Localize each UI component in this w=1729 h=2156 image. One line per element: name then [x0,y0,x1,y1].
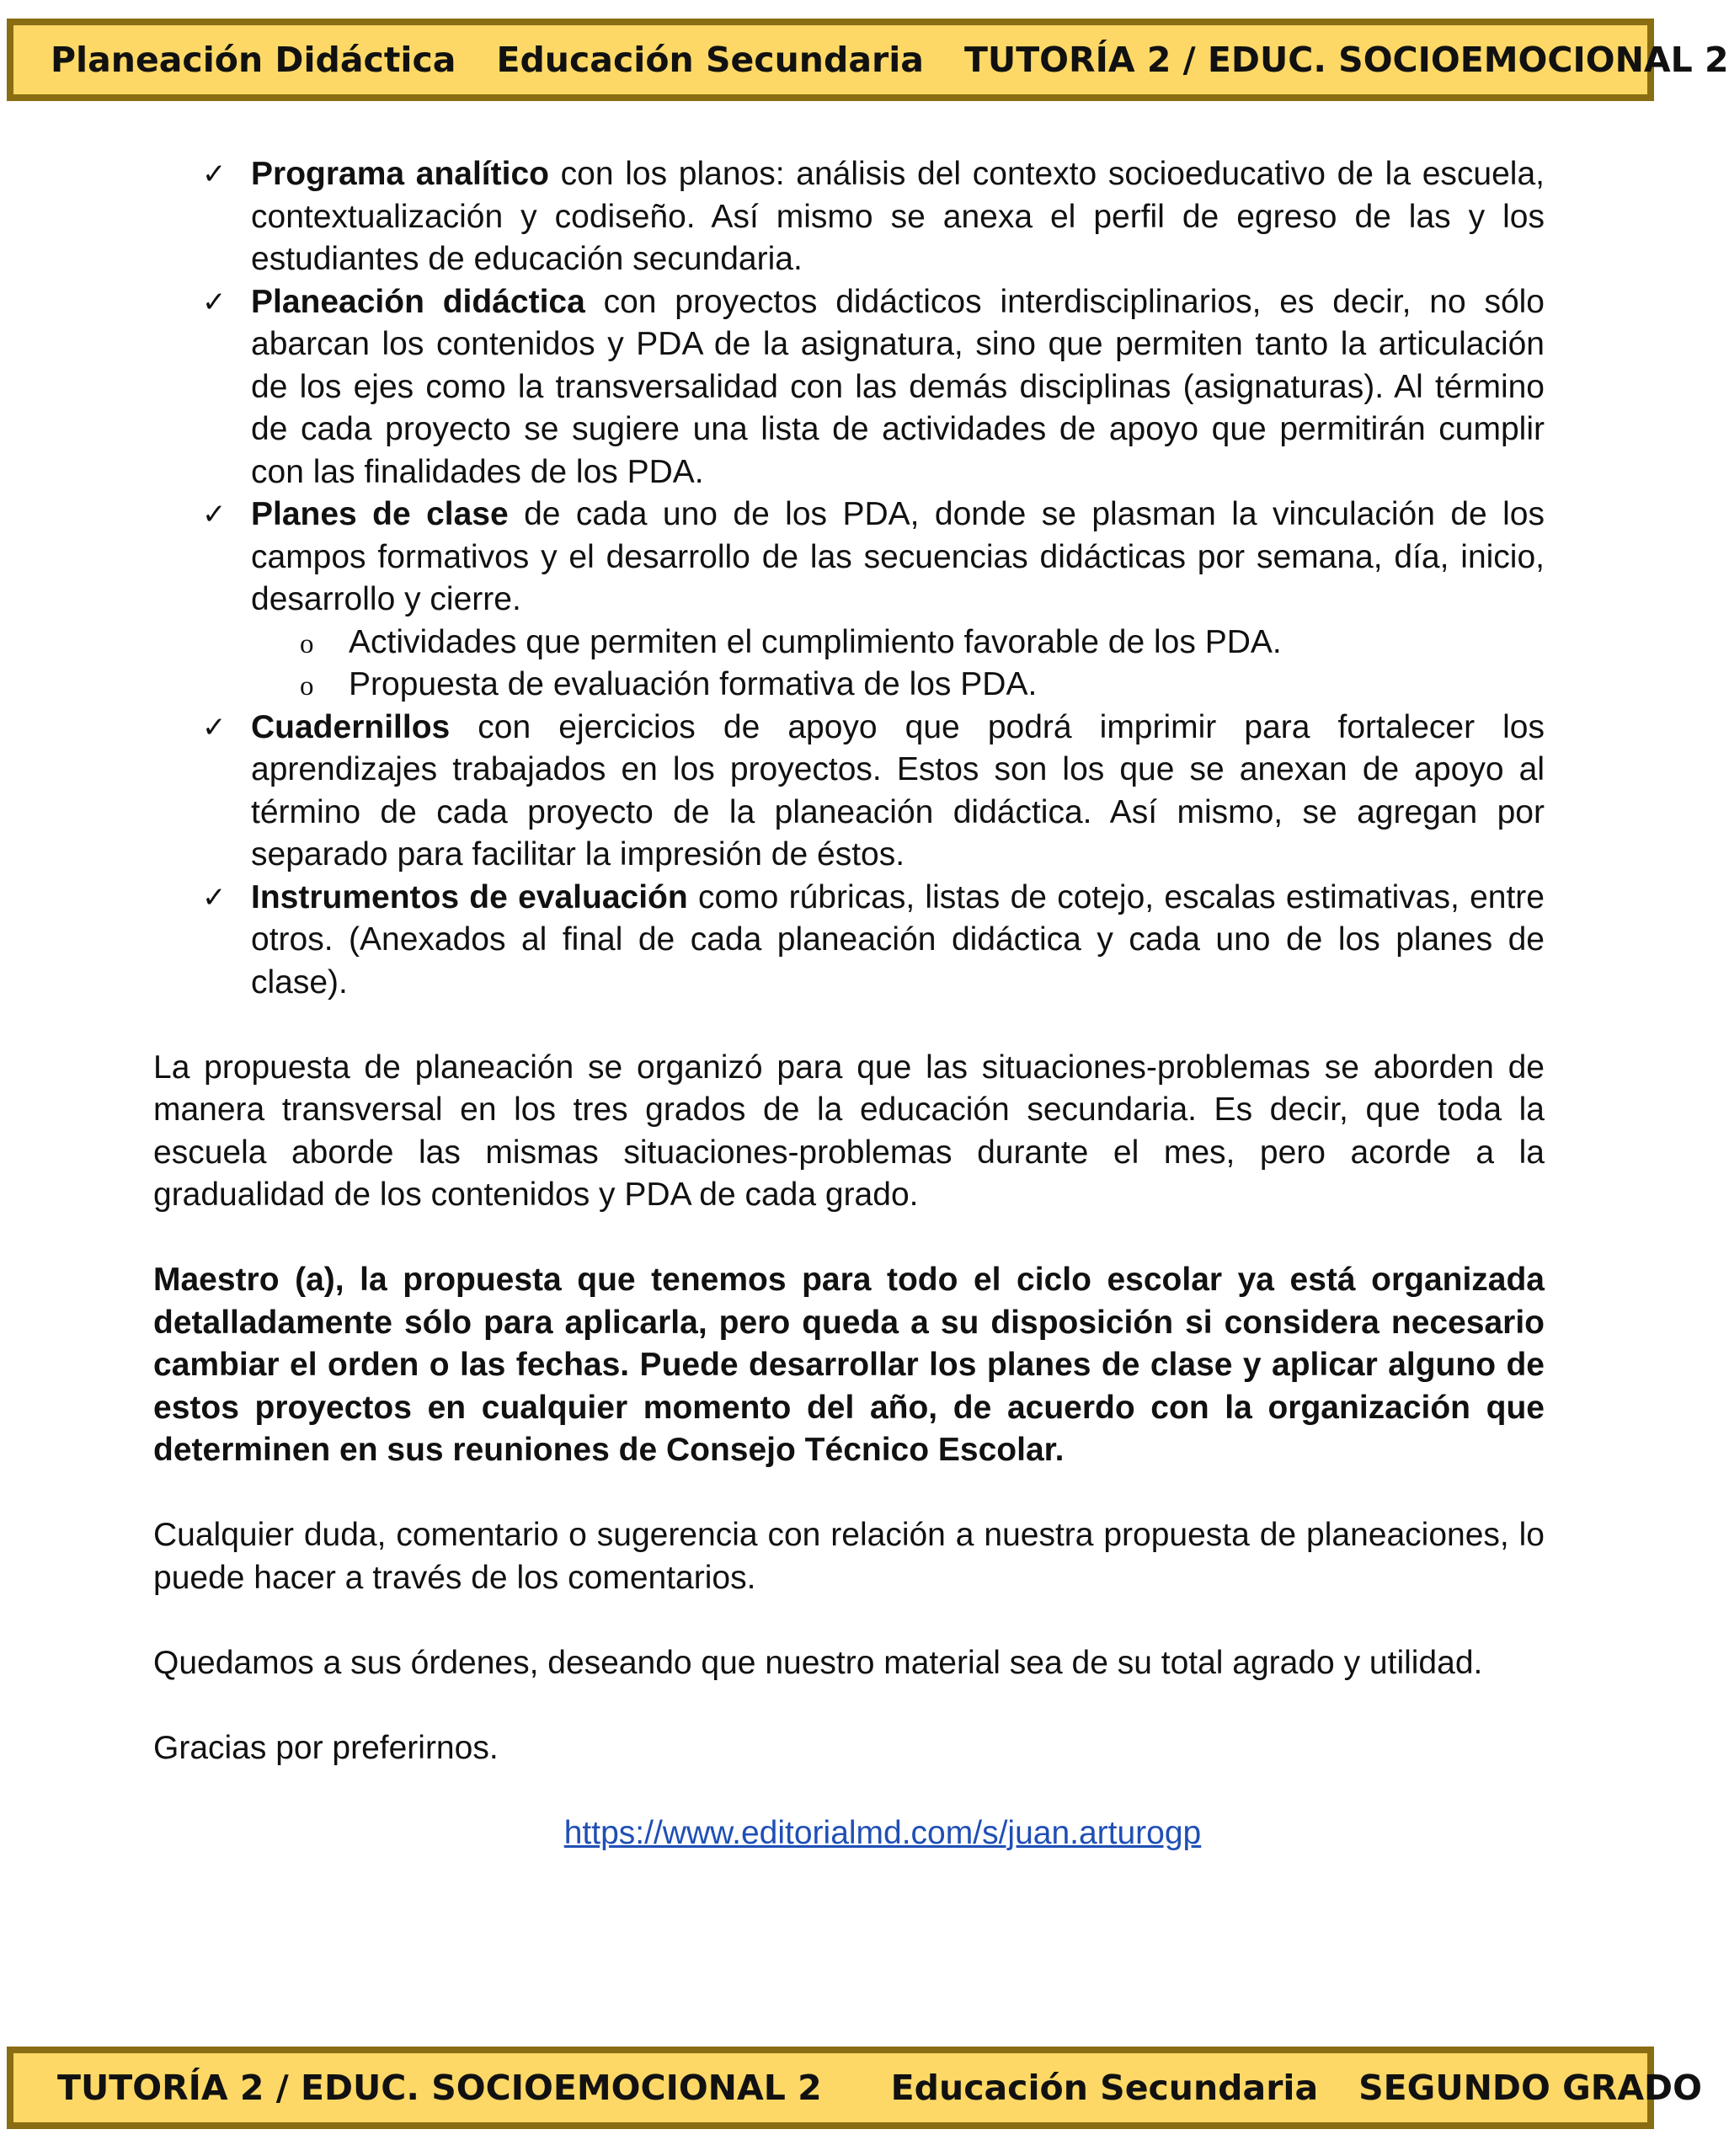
checkmark-icon: ✓ [202,285,227,319]
list-item-title: Planes de clase [251,496,509,532]
checkmark-icon: ✓ [202,710,227,744]
sublist-item-text: Actividades que permiten el cumplimiento favorable de los PDA. [349,623,1282,660]
list-item-text: como rúbricas, listas de cotejo, escalas estimativas, entre otros. (Anexados al final de cada planeación didáctica y cada uno de los planes de clase). [251,878,1545,1001]
organization-paragraph: La propuesta de planeación se organizó para que las situaciones-problemas se aborden de manera transversal en los tres grados de la educación secundaria. Es decir, que toda la escuela aborde las mismas situaciones-problemas durante el mes, pero acorde a la gradualidad de los contenidos y PDA de cada grado. [153,1049,1545,1213]
list-item-title: Programa analítico [251,156,549,192]
list-item-title: Instrumentos de evaluación [251,878,688,915]
sublist-item-text: Propuesta de evaluación formativa de los PDA. [349,666,1038,702]
sublist [251,622,1545,707]
list-item-text: con ejercicios de apoyo que podrá imprimir para fortalecer los aprendizajes trabajados en los proyectos. Estos son los que se anexan de apoyo al término de cada proyecto de la planeación didáctica. Así mismo, se agregan por separado para facilitar la impresión de éstos. [251,708,1545,873]
list-item [153,494,1545,707]
comments-paragraph: Cualquier duda, comentario o sugerencia con relación a nuestra propuesta de planeaciones, lo puede hacer a través de los comentarios. [153,1517,1545,1596]
footer-subject: TUTORÍA 2 / EDUC. SOCIOEMOCIONAL 2 [57,2068,822,2108]
list-item-text: con proyectos didácticos interdisciplinarios, es decir, no sólo abarcan los contenidos y PDA de la asignatura, sino que permiten tanto la articulación de los ejes como la transversalidad con las demás disciplinas (asignaturas). Al término de cada proyecto se sugiere una lista de actividades de apoyo que permitirán cumplir con las finalidades de los PDA. [251,283,1545,490]
document-body [153,153,1545,1854]
footer-banner [7,2047,1702,2129]
list-item [153,707,1545,877]
header-level: Educación Secundaria [496,40,924,80]
checkmark-icon: ✓ [202,157,227,191]
footer-grade: SEGUNDO GRADO [1358,2068,1702,2108]
header-banner [7,19,1729,101]
list-item-title: Cuadernillos [251,708,451,745]
list-item-text: con los planos: análisis del contexto socioeducativo de la escuela, contextualización y codiseño. Así mismo se anexa el perfil de egreso de las y los estudiantes de educación secundaria. [251,156,1545,277]
hollow-circle-bullet-icon: o [300,628,314,659]
closing-paragraph: Quedamos a sus órdenes, deseando que nuestro material sea de su total agrado y utilidad. [153,1644,1483,1681]
list-item [153,281,1545,494]
header-subject: TUTORÍA 2 / EDUC. SOCIOEMOCIONAL 2 [963,40,1729,80]
sublist-item [153,664,1545,707]
list-item [153,153,1545,281]
list-item-title: Planeación didáctica [251,283,585,320]
list-item [153,877,1545,1005]
hollow-circle-bullet-icon: o [300,671,314,702]
teacher-note-paragraph: Maestro (a), la propuesta que tenemos para todo el ciclo escolar ya está organizada detalladamente sólo para aplicarla, pero queda a su disposición si considera necesario cambiar el orden o las fechas. Puede desarrollar los planes de clase y aplicar alguno de estos proyectos en cualquier momento del año, de acuerdo con la organización que determinen en sus reuniones de Consejo Técnico Escolar. [153,1262,1545,1468]
checkmark-icon: ✓ [202,498,227,531]
checklist [153,153,1545,1004]
header-title: Planeación Didáctica [51,40,456,80]
editorial-link[interactable]: https://www.editorialmd.com/s/juan.arturogp [563,1814,1202,1851]
link-row [153,1812,1545,1855]
list-item-text: de cada uno de los PDA, donde se plasman la vinculación de los campos formativos y el desarrollo de las secuencias didácticas por semana, día, inicio, desarrollo y cierre. [251,496,1545,617]
footer-level: Educación Secundaria [890,2068,1319,2108]
thanks-paragraph: Gracias por preferirnos. [153,1729,499,1766]
checkmark-icon: ✓ [202,880,227,915]
sublist-item [153,622,1545,664]
